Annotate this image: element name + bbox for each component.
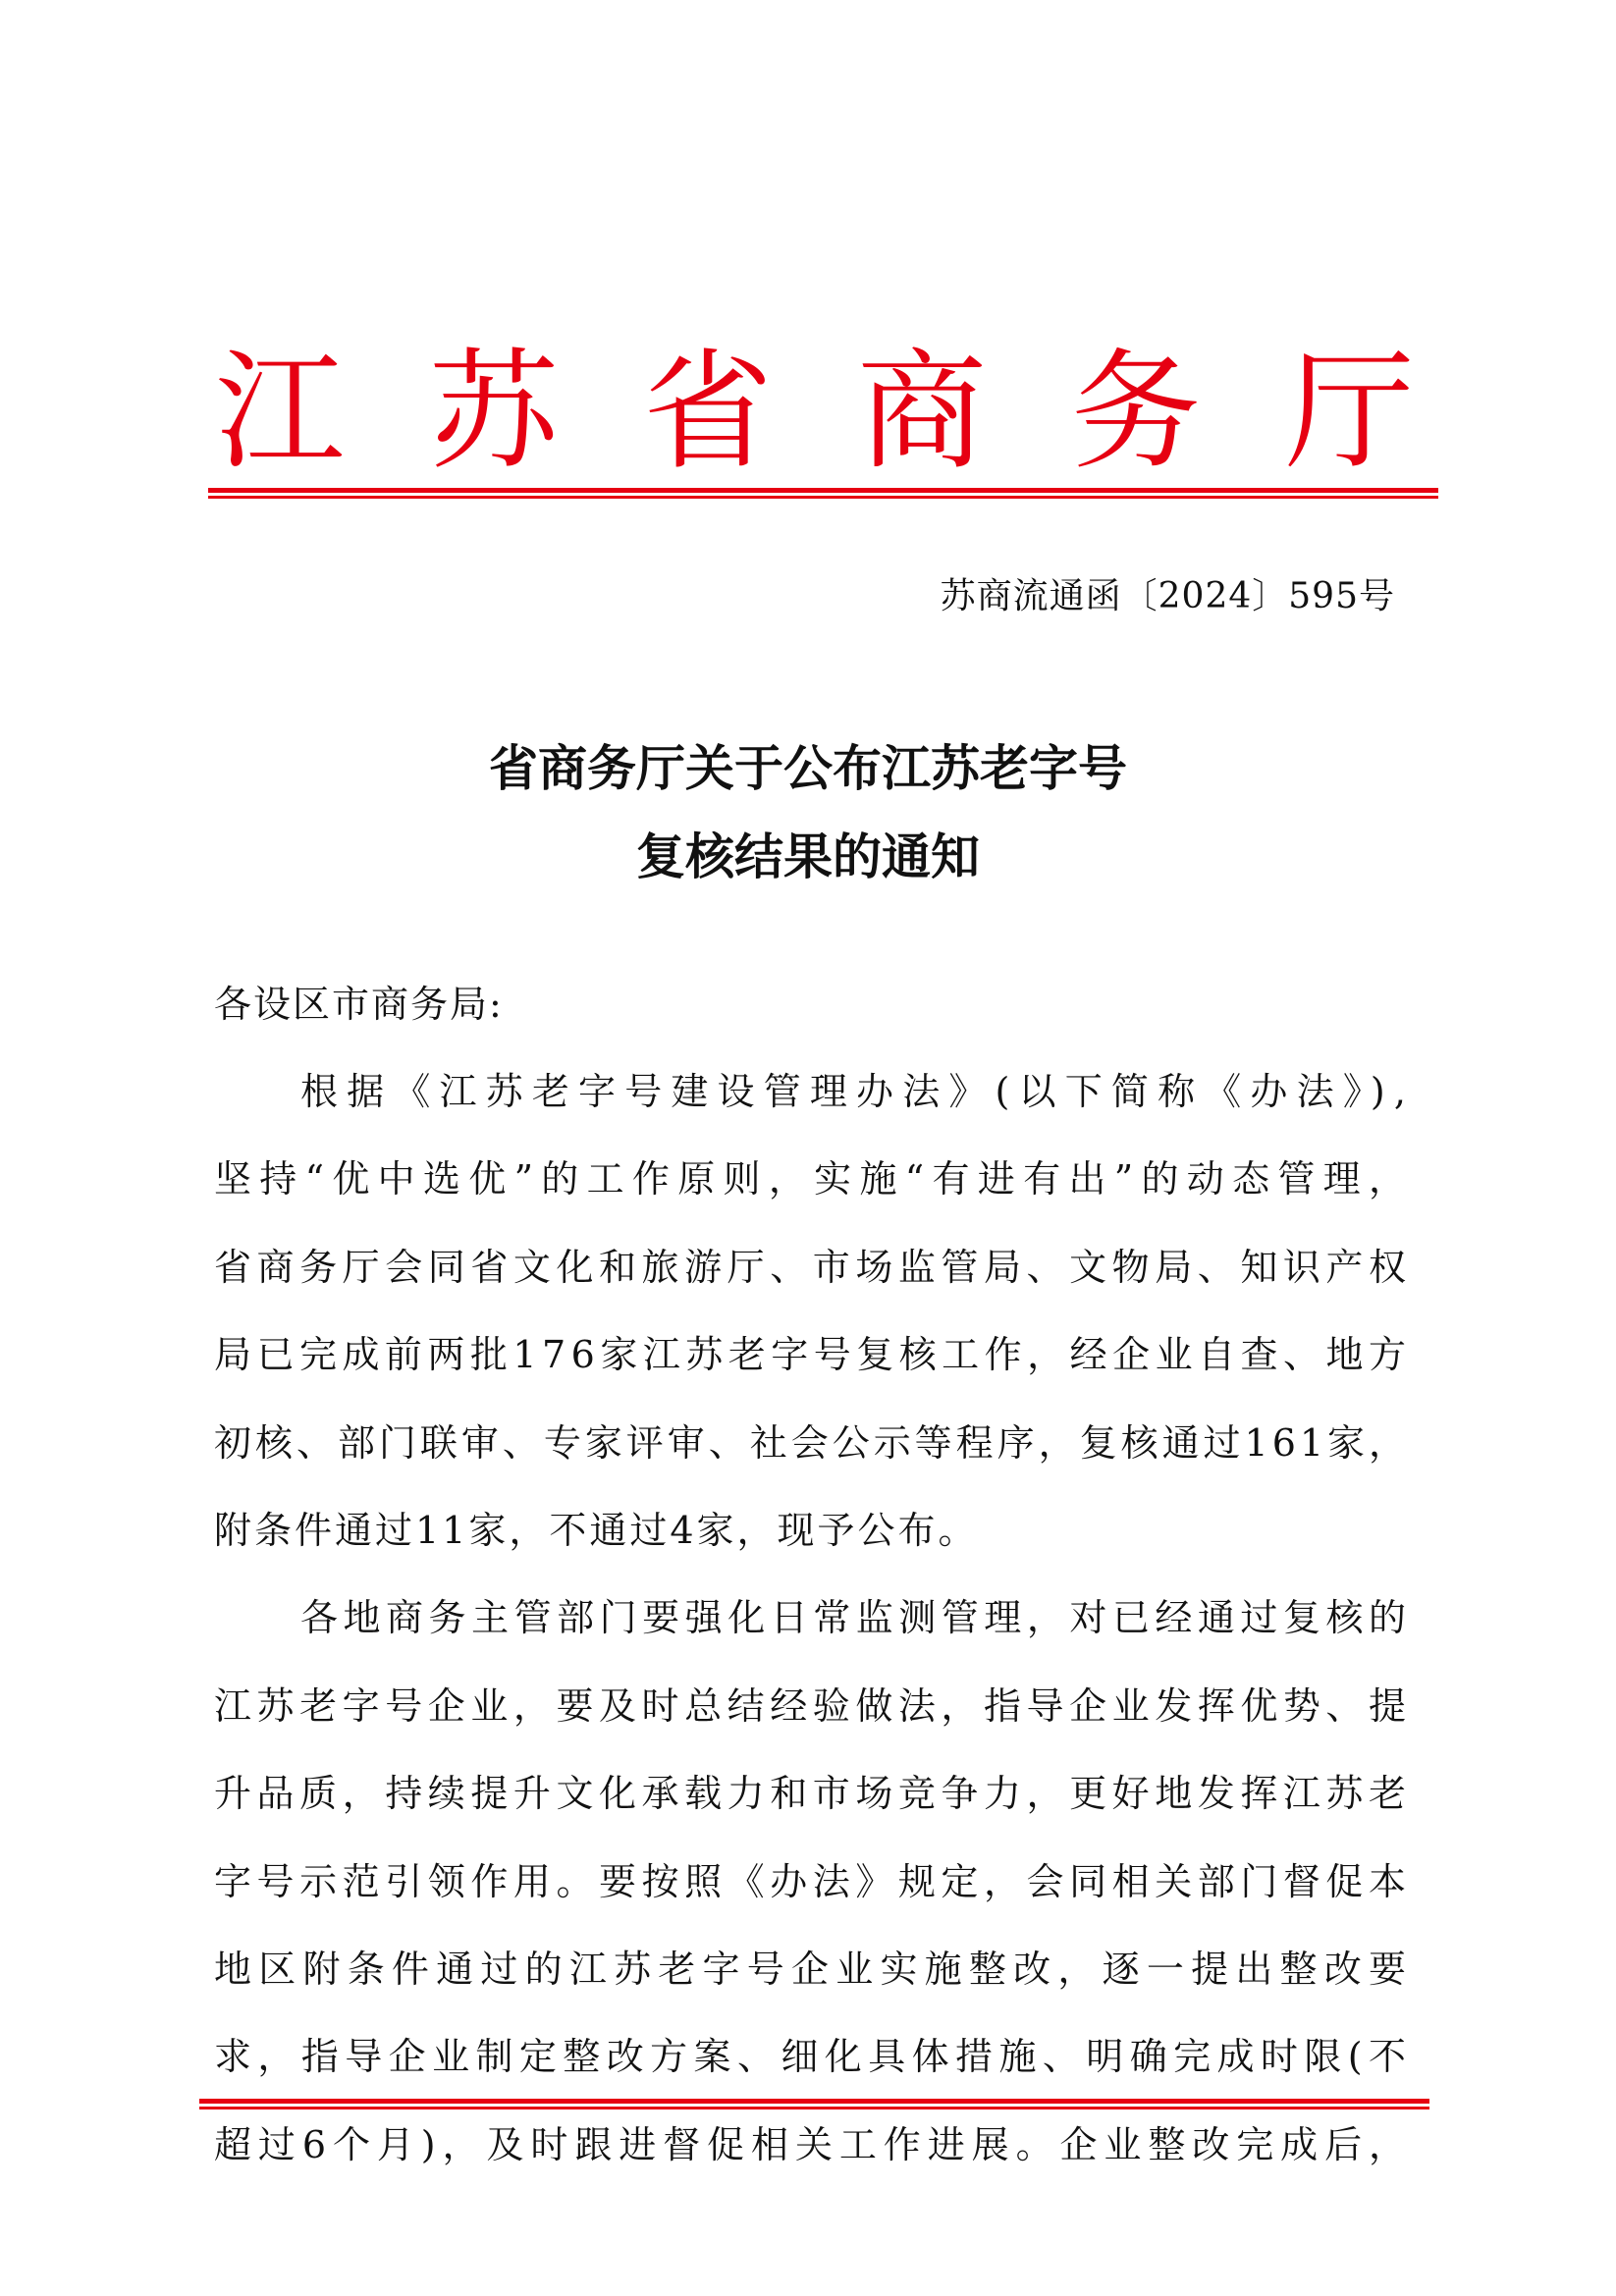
body-line: 初核、部门联审、专家评审、社会公示等程序，复核通过161家， — [214, 1420, 1410, 1465]
body-text — [214, 1048, 1416, 2189]
masthead-char: 厅 — [1285, 337, 1415, 488]
title-line: 复核结果的通知 — [636, 828, 980, 885]
body-line: 省商务厅会同省文化和旅游厅、市场监管局、文物局、知识产权 — [214, 1245, 1412, 1289]
addressee: 各设区市商务局: — [214, 983, 504, 1026]
masthead-char: 苏 — [429, 337, 559, 488]
document-title — [0, 724, 1616, 901]
body-line: 根据《江苏老字号建设管理办法》(以下简称《办法》), — [300, 1070, 1416, 1113]
footer-red-rule — [199, 2099, 1429, 2112]
body-line: 地区附条件通过的江苏老字号企业实施整改，逐一提出整改要 — [214, 1947, 1414, 1991]
masthead-title — [211, 339, 1419, 486]
body-line: 超过6个月)，及时跟进督促相关工作进展。企业整改完成后， — [214, 2122, 1413, 2166]
body-line: 局已完成前两批176家江苏老字号复核工作，经企业自查、地方 — [214, 1333, 1412, 1377]
masthead-char: 务 — [1071, 337, 1201, 488]
masthead-red-rule — [208, 488, 1438, 502]
document-number: 苏商流通函〔2024〕595号 — [940, 576, 1395, 616]
body-line: 附条件通过11家，不通过4家，现予公布。 — [214, 1508, 979, 1552]
masthead-char: 江 — [215, 337, 345, 488]
body-line: 求，指导企业制定整改方案、细化具体措施、明确完成时限(不 — [214, 2035, 1413, 2079]
masthead-char: 省 — [643, 337, 773, 488]
body-line: 坚持“优中选优”的工作原则，实施“有进有出”的动态管理， — [214, 1157, 1415, 1201]
body-line: 各地商务主管部门要强化日常监测管理，对已经通过复核的 — [300, 1596, 1412, 1640]
body-line: 字号示范引领作用。要按照《办法》规定，会同相关部门督促本 — [214, 1859, 1412, 1903]
body-line: 升品质，持续提升文化承载力和市场竞争力，更好地发挥江苏老 — [214, 1772, 1412, 1816]
body-line: 江苏老字号企业，要及时总结经验做法，指导企业发挥优势、提 — [214, 1683, 1412, 1728]
title-line: 省商务厅关于公布江苏老字号 — [489, 739, 1127, 797]
masthead-char: 商 — [857, 337, 987, 488]
